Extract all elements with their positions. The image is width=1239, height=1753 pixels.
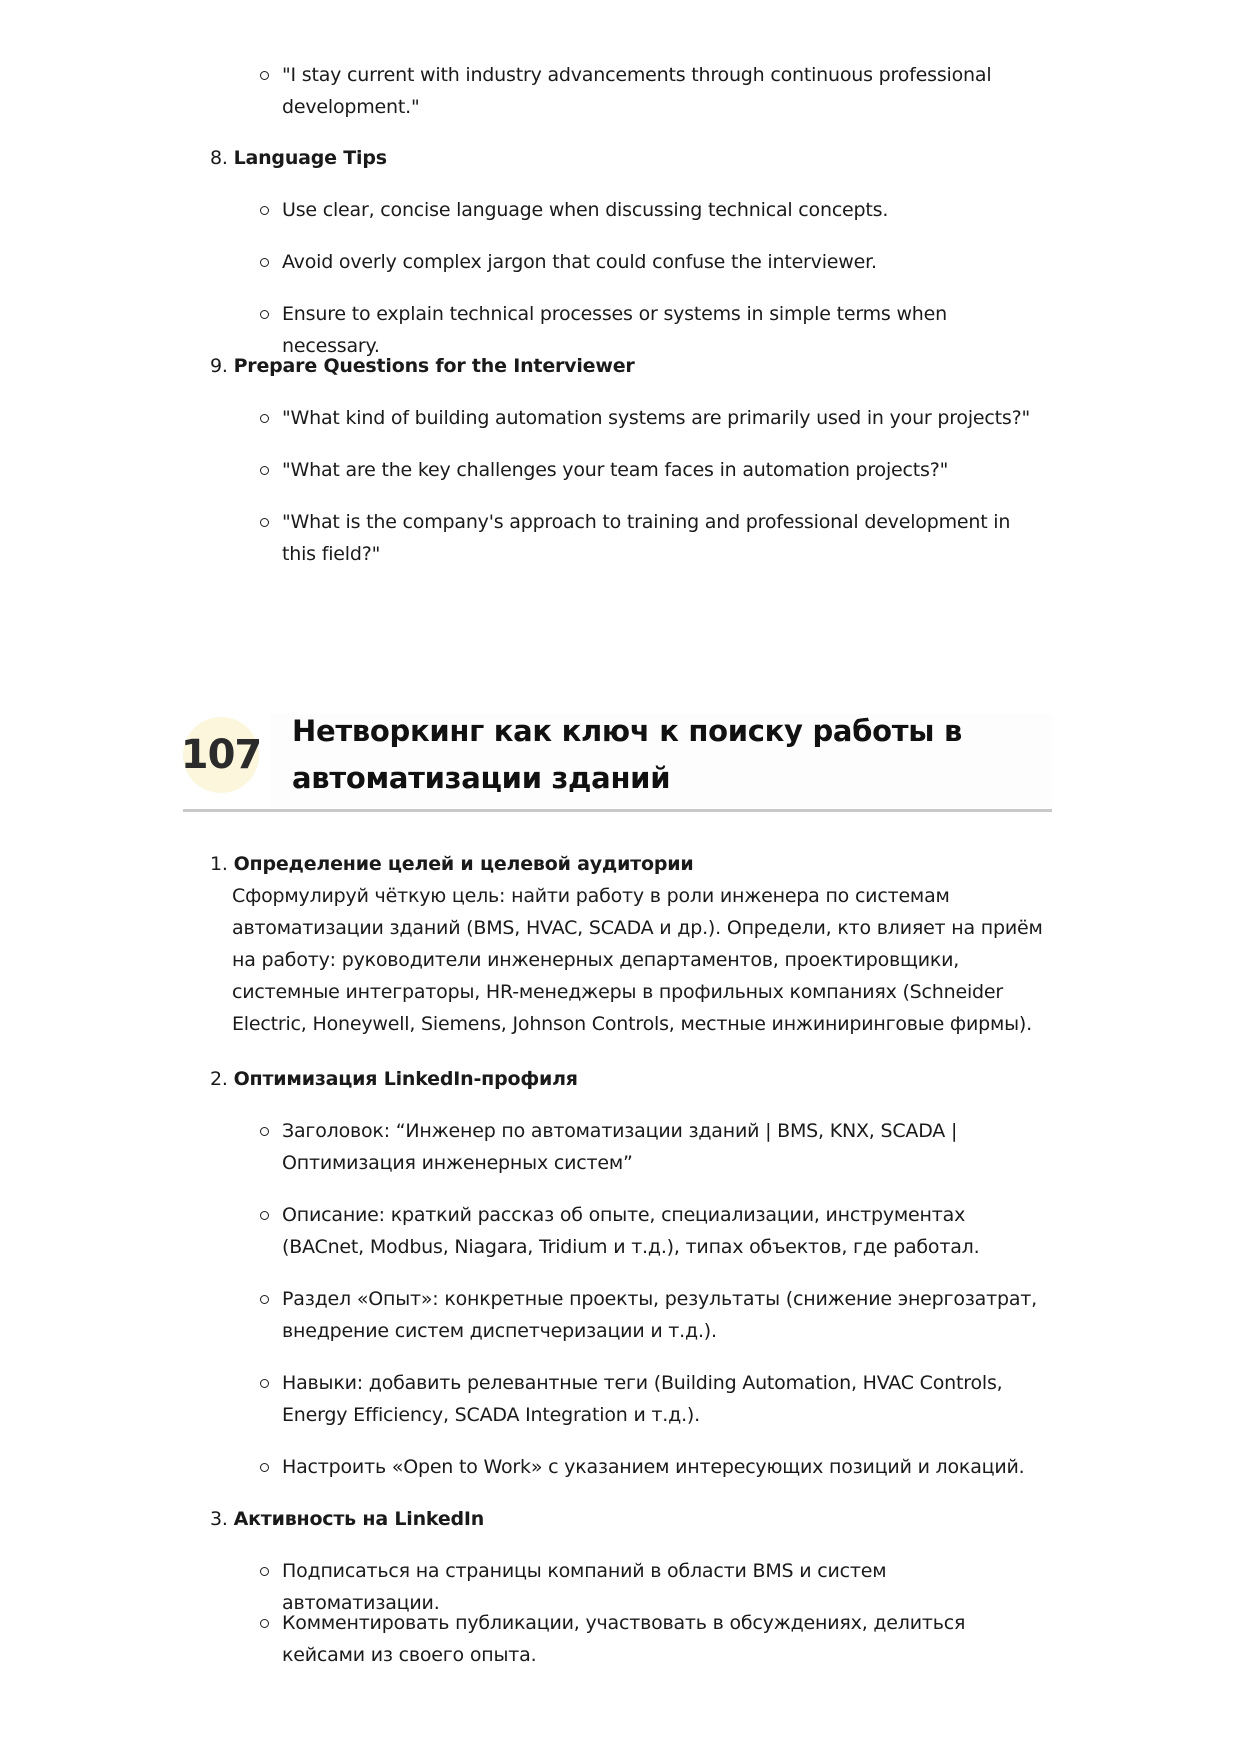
list-item: Ensure to explain technical processes or systems in simple terms when necessary. (282, 298, 1042, 362)
list-item: Раздел «Опыт»: конкретные проекты, результаты (снижение энергозатрат, внедрение систем диспетчеризации и т.д.). (282, 1283, 1042, 1347)
list-item: Заголовок: “Инженер по автоматизации зданий | BMS, KNX, SCADA | Оптимизация инженерных систем” (282, 1115, 1042, 1179)
list-heading-2 (210, 1063, 578, 1095)
list-title: Оптимизация LinkedIn-профиля (233, 1068, 578, 1090)
list-item: Use clear, concise language when discussing technical concepts. (282, 194, 1042, 226)
list-heading-8 (210, 142, 387, 174)
list-item: "I stay current with industry advancements through continuous professional development." (282, 59, 1042, 123)
list-item: Подписаться на страницы компаний в области BMS и систем автоматизации. (282, 1555, 1042, 1619)
list-heading-3 (210, 1503, 484, 1535)
list-item: Комментировать публикации, участвовать в обсуждениях, делиться кейсами из своего опыта. (282, 1607, 1042, 1671)
list-title: Активность на LinkedIn (233, 1508, 485, 1530)
list-heading-1 (210, 848, 693, 880)
paragraph: Сформулируй чёткую цель: найти работу в роли инженера по системам автоматизации зданий (BMS, HVAC, SCADA и др.). Определи, кто влияет на приём на работу: руководители инженерных департаментов, проектировщики, системные интеграторы, HR-менеджеры в профильных компаниях (Schneider Electric, Honeywell, Siemens, Johnson Controls, местные инжиниринговые фирмы). (232, 885, 1043, 1035)
list-item: "What is the company's approach to training and professional development in this field?" (282, 506, 1042, 570)
list-number: 8. (210, 147, 228, 169)
list-item: "What are the key challenges your team faces in automation projects?" (282, 454, 1042, 486)
section-number-badge: 107 (183, 717, 259, 793)
list-item: Описание: краткий рассказ об опыте, специализации, инструментах (BACnet, Modbus, Niagara, Tridium и т.д.), типах объектов, где работал. (282, 1199, 1042, 1263)
list-number: 3. (210, 1508, 228, 1530)
list-title: Language Tips (233, 147, 387, 169)
section-divider (183, 809, 1052, 812)
section-title: Нетворкинг как ключ к поиску работы в автоматизации зданий (292, 714, 963, 795)
list-number: 9. (210, 355, 228, 377)
list-title: Определение целей и целевой аудитории (233, 853, 694, 875)
list-item: Навыки: добавить релевантные теги (Building Automation, HVAC Controls, Energy Efficiency, SCADA Integration и т.д.). (282, 1367, 1042, 1431)
list-number: 2. (210, 1068, 228, 1090)
list-title: Prepare Questions for the Interviewer (233, 355, 635, 377)
list-item: Настроить «Open to Work» с указанием интересующих позиций и локаций. (282, 1451, 1042, 1483)
list-item: Avoid overly complex jargon that could confuse the interviewer. (282, 246, 1042, 278)
list-item: "What kind of building automation systems are primarily used in your projects?" (282, 402, 1042, 434)
list-number: 1. (210, 853, 228, 875)
list-heading-9 (210, 350, 635, 382)
